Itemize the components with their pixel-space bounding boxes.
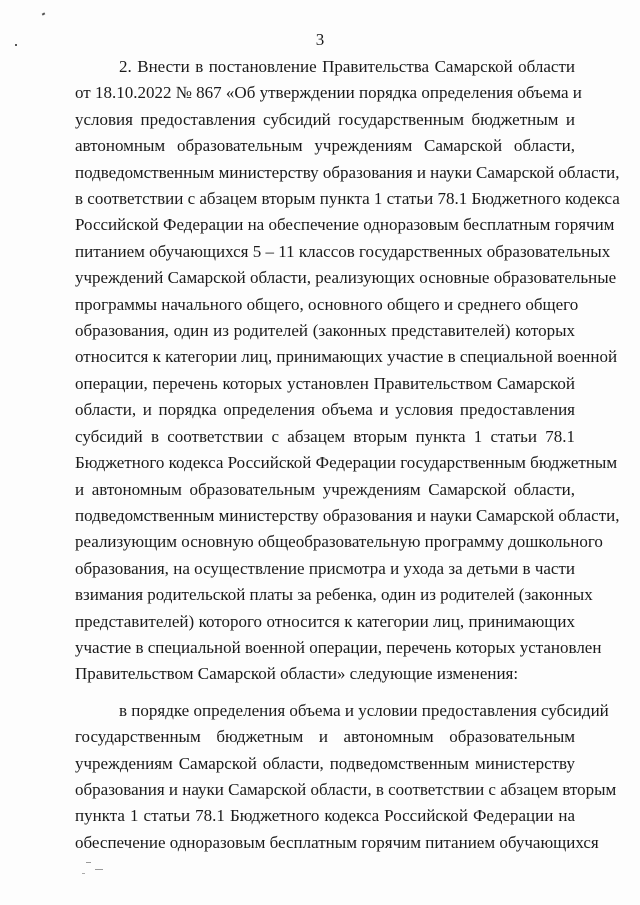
text-line: реализующим основную общеобразовательную программу дошкольного: [75, 532, 603, 552]
text-line: подведомственным министерству образования и науки Самарской области,: [75, 162, 620, 182]
text-line: взимания родительской платы за ребенка, один из родителей (законных: [75, 585, 593, 605]
text-line: в порядке определения объема и условии предоставления субсидий: [119, 700, 609, 720]
text-line: операции, перечень которых установлен Правительством Самарской: [75, 373, 575, 393]
paragraph-amendment-intro: [75, 54, 620, 688]
document-body: [75, 54, 620, 856]
text-line: Российской Федерации на обеспечение одноразовым бесплатным горячим: [75, 215, 615, 235]
text-line: 2. Внести в постановление Правительства Самарской области: [119, 57, 575, 76]
scan-speck: [95, 869, 103, 870]
text-line: относится к категории лиц, принимающих участие в специальной военной: [75, 347, 618, 367]
paragraph-gap: [75, 688, 575, 698]
text-line: Правительством Самарской области» следующие изменения:: [75, 664, 519, 684]
paragraph-procedure-changes: [75, 698, 617, 856]
text-line: в соответствии с абзацем вторым пункта 1 статьи 78.1 Бюджетного кодекса: [75, 189, 620, 209]
text-line: образования и науки Самарской области, в соответствии с абзацем вторым: [75, 779, 617, 799]
text-line: подведомственным министерству образования и науки Самарской области,: [75, 505, 620, 525]
text-line: от 18.10.2022 № 867 «Об утверждении порядка определения объема и: [75, 83, 582, 103]
text-line: субсидий в соответствии с абзацем вторым пункта 1 статьи 78.1: [75, 426, 575, 446]
scan-speck: [86, 862, 91, 863]
text-line: учреждениям Самарской области, подведомственным министерству: [75, 753, 575, 773]
text-line: представителей) которого относится к категории лиц, принимающих: [75, 611, 575, 631]
text-line: учреждений Самарской области, реализующих основные образовательные: [75, 268, 617, 288]
text-line: Бюджетного кодекса Российской Федерации государственным бюджетным: [75, 453, 618, 473]
text-line: пункта 1 статьи 78.1 Бюджетного кодекса Российской Федерации на: [75, 806, 575, 826]
scan-speck: [42, 12, 46, 15]
text-line: программы начального общего, основного общего и среднего общего: [75, 294, 579, 314]
text-line: образования, на осуществление присмотра и ухода за детьми в части: [75, 558, 575, 578]
text-line: автономным образовательным учреждениям Самарской области,: [75, 136, 575, 156]
text-line: условия предоставления субсидий государственным бюджетным и: [75, 109, 575, 129]
text-line: участие в специальной военной операции, перечень которых установлен: [75, 637, 602, 657]
text-line: обеспечение одноразовым бесплатным горячим питанием обучающихся: [75, 832, 599, 852]
scan-speck: [82, 873, 85, 874]
text-line: образования, один из родителей (законных представителей) которых: [75, 321, 575, 341]
text-line: области, и порядка определения объема и условия предоставления: [75, 400, 575, 420]
text-line: и автономным образовательным учреждениям Самарской области,: [75, 479, 575, 499]
text-line: питанием обучающихся 5 – 11 классов государственных образовательных: [75, 241, 611, 261]
text-line: государственным бюджетным и автономным образовательным: [75, 727, 575, 747]
page-number: 3: [315, 30, 325, 49]
